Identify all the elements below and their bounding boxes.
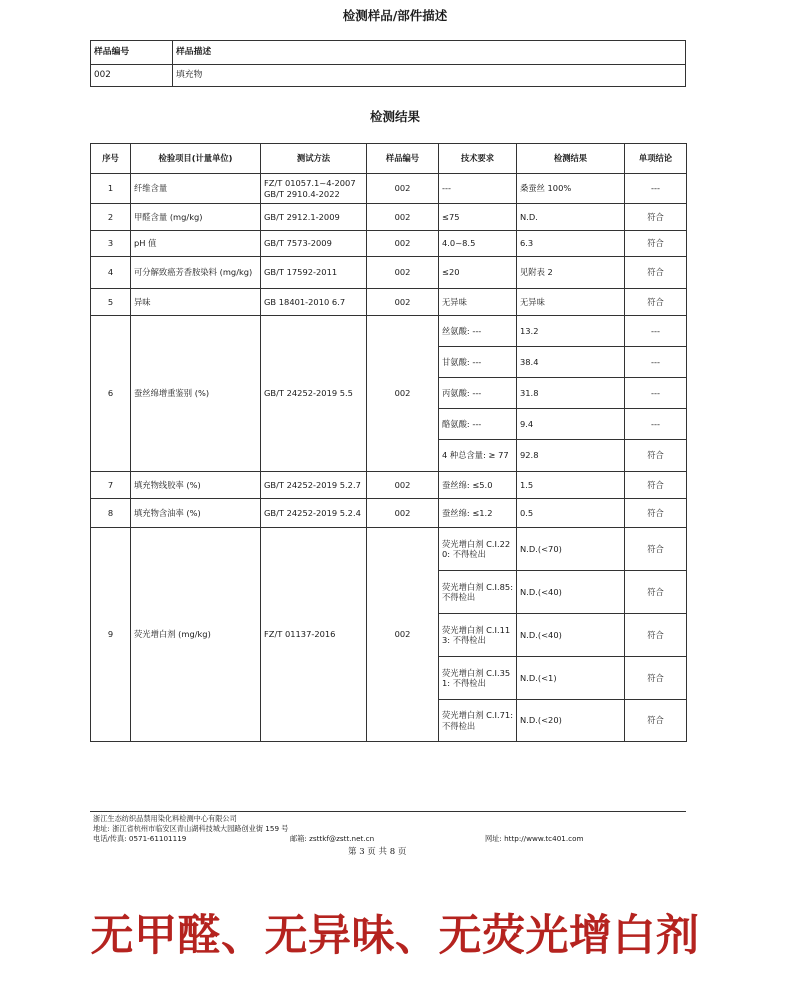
result-method: GB/T 17592-2011	[261, 257, 367, 289]
result-requirement: 荧光增白剂 C.I.71: 不得检出	[439, 700, 517, 742]
result-no: 2	[91, 204, 131, 231]
result-requirement: 蚕丝绵: ≤1.2	[439, 499, 517, 528]
header-method: 测试方法	[261, 144, 367, 174]
result-item: pH 值	[131, 231, 261, 257]
result-no: 3	[91, 231, 131, 257]
result-conclusion: 符合	[625, 257, 687, 289]
sample-section-title: 检测样品/部件描述	[342, 8, 448, 23]
sample-desc: 填充物	[173, 65, 686, 87]
result-conclusion: ---	[625, 316, 687, 347]
result-value: 13.2	[517, 316, 625, 347]
result-requirement: 荧光增白剂 C.I.220: 不得检出	[439, 528, 517, 571]
table-row	[91, 257, 687, 289]
result-method: FZ/T 01057.1~4-2007 GB/T 2910.4-2022	[261, 174, 367, 204]
result-method: GB/T 2912.1-2009	[261, 204, 367, 231]
result-conclusion: 符合	[625, 231, 687, 257]
result-requirement: 4.0~8.5	[439, 231, 517, 257]
result-value: N.D.(<40)	[517, 614, 625, 657]
result-requirement: 荧光增白剂 C.I.351: 不得检出	[439, 657, 517, 700]
result-item: 填充物含油率 (%)	[131, 499, 261, 528]
result-requirement: 酪氨酸: ---	[439, 409, 517, 440]
result-conclusion: 符合	[625, 528, 687, 571]
result-value: 无异味	[517, 289, 625, 316]
result-conclusion: 符合	[625, 614, 687, 657]
result-method: GB 18401-2010 6.7	[261, 289, 367, 316]
result-value: 桑蚕丝 100%	[517, 174, 625, 204]
footer-website: 网址: http://www.tc401.com	[485, 834, 584, 843]
result-conclusion: ---	[625, 174, 687, 204]
result-value: 9.4	[517, 409, 625, 440]
table-row	[91, 174, 687, 204]
result-value: N.D.(<1)	[517, 657, 625, 700]
footer-divider	[90, 811, 686, 812]
result-item: 蚕丝绵增重鉴别 (%)	[131, 316, 261, 472]
result-conclusion: ---	[625, 347, 687, 378]
result-value: 1.5	[517, 472, 625, 499]
result-no: 9	[91, 528, 131, 742]
result-requirement: ≤20	[439, 257, 517, 289]
result-method: GB/T 24252-2019 5.5	[261, 316, 367, 472]
sample-header-id: 样品编号	[91, 41, 173, 65]
header-sample: 样品编号	[367, 144, 439, 174]
footer-email: 邮箱: zsttkf@zstt.net.cn	[290, 834, 375, 843]
result-requirement: 荧光增白剂 C.I.85: 不得检出	[439, 571, 517, 614]
result-no: 7	[91, 472, 131, 499]
result-conclusion: 符合	[625, 571, 687, 614]
result-conclusion: ---	[625, 409, 687, 440]
results-body	[91, 174, 687, 742]
result-item: 荧光增白剂 (mg/kg)	[131, 528, 261, 742]
table-row	[91, 528, 687, 571]
result-item: 填充物线胶率 (%)	[131, 472, 261, 499]
result-sample: 002	[367, 204, 439, 231]
result-method: FZ/T 01137-2016	[261, 528, 367, 742]
result-value: 92.8	[517, 440, 625, 472]
result-requirement: 甘氨酸: ---	[439, 347, 517, 378]
result-sample: 002	[367, 289, 439, 316]
results-header-row	[91, 144, 687, 174]
header-result: 检测结果	[517, 144, 625, 174]
sample-id: 002	[91, 65, 173, 87]
result-sample: 002	[367, 472, 439, 499]
results-section-title: 检测结果	[369, 109, 420, 124]
result-conclusion: 符合	[625, 289, 687, 316]
result-value: 见附表 2	[517, 257, 625, 289]
header-item: 检验项目(计量单位)	[131, 144, 261, 174]
result-conclusion: 符合	[625, 472, 687, 499]
result-value: 0.5	[517, 499, 625, 528]
result-requirement: ---	[439, 174, 517, 204]
slogan-banner: 无甲醛、无异味、无荧光增白剂	[90, 911, 700, 961]
result-sample: 002	[367, 231, 439, 257]
result-requirement: 4 种总含量: ≥ 77	[439, 440, 517, 472]
table-row	[91, 472, 687, 499]
footer-address: 地址: 浙江省杭州市临安区青山湖科技城大园路创业街 159 号	[93, 824, 289, 833]
header-no: 序号	[91, 144, 131, 174]
result-sample: 002	[367, 528, 439, 742]
result-conclusion: 符合	[625, 440, 687, 472]
result-item: 纤维含量	[131, 174, 261, 204]
result-no: 5	[91, 289, 131, 316]
result-value: N.D.(<40)	[517, 571, 625, 614]
result-value: N.D.(<70)	[517, 528, 625, 571]
result-method: GB/T 24252-2019 5.2.4	[261, 499, 367, 528]
result-item: 异味	[131, 289, 261, 316]
result-conclusion: 符合	[625, 204, 687, 231]
result-sample: 002	[367, 499, 439, 528]
result-requirement: 丝氨酸: ---	[439, 316, 517, 347]
result-requirement: 无异味	[439, 289, 517, 316]
table-row	[91, 204, 687, 231]
result-requirement: 蚕丝绵: ≤5.0	[439, 472, 517, 499]
result-conclusion: 符合	[625, 657, 687, 700]
result-no: 8	[91, 499, 131, 528]
result-no: 1	[91, 174, 131, 204]
result-item: 可分解致癌芳香胺染料 (mg/kg)	[131, 257, 261, 289]
result-requirement: 丙氨酸: ---	[439, 378, 517, 409]
result-conclusion: 符合	[625, 499, 687, 528]
header-requirement: 技术要求	[439, 144, 517, 174]
table-row	[91, 499, 687, 528]
result-method: GB/T 24252-2019 5.2.7	[261, 472, 367, 499]
result-value: 6.3	[517, 231, 625, 257]
result-sample: 002	[367, 316, 439, 472]
result-sample: 002	[367, 257, 439, 289]
table-row	[91, 316, 687, 347]
result-conclusion: ---	[625, 378, 687, 409]
result-requirement: 荧光增白剂 C.I.113: 不得检出	[439, 614, 517, 657]
result-sample: 002	[367, 174, 439, 204]
result-no: 6	[91, 316, 131, 472]
footer-org: 浙江生态纺织品禁用染化料检测中心有限公司	[93, 814, 237, 823]
result-value: 31.8	[517, 378, 625, 409]
sample-table	[90, 40, 686, 87]
sample-header-desc: 样品描述	[173, 41, 686, 65]
page-number: 第 3 页 共 8 页	[348, 847, 407, 857]
result-value: N.D.(<20)	[517, 700, 625, 742]
header-conclusion: 单项结论	[625, 144, 687, 174]
result-value: N.D.	[517, 204, 625, 231]
result-no: 4	[91, 257, 131, 289]
table-row	[91, 231, 687, 257]
result-conclusion: 符合	[625, 700, 687, 742]
result-requirement: ≤75	[439, 204, 517, 231]
results-table	[90, 143, 687, 742]
footer-phone: 电话/传真: 0571-61101119	[93, 834, 187, 843]
table-row	[91, 289, 687, 316]
result-item: 甲醛含量 (mg/kg)	[131, 204, 261, 231]
result-method: GB/T 7573-2009	[261, 231, 367, 257]
result-value: 38.4	[517, 347, 625, 378]
